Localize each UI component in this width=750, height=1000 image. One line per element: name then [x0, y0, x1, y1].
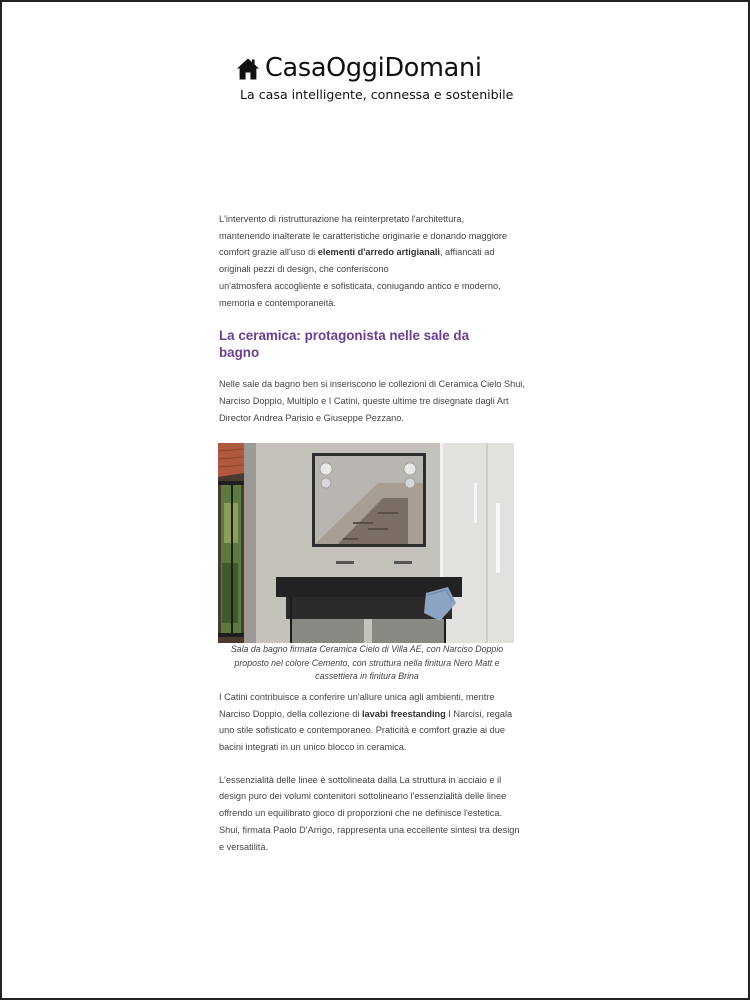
collections-paragraph [219, 376, 525, 426]
heading-line: bagno [219, 345, 260, 361]
intro-paragraph [219, 211, 519, 311]
heading-line: La ceramica: protagonista nelle sale da [219, 328, 470, 344]
text-line: mantenendo inalterate le caratteristiche originarie e donando maggiore [219, 230, 508, 241]
text-line: bacini integrati in un unico blocco in ceramica. [219, 742, 407, 753]
text-line [219, 706, 519, 723]
shui-paragraph [219, 772, 519, 856]
text-line: originali pezzi di design, che conferiscono [219, 264, 389, 275]
article-body [219, 211, 525, 855]
text-line: design puro dei volumi contenitori sottolineano l'essenzialità delle linee [219, 791, 507, 802]
text-line: L'essenzialità delle linee è sottolineata dalla La struttura in acciaio e il [219, 774, 502, 785]
photo-caption [219, 643, 515, 683]
text-line: offrendo un equilibrato gioco di proporzioni che ne definisce l'estetica. [219, 808, 503, 819]
text-line: Nelle sale da bagno ben si inseriscono le collezioni di Ceramica Cielo Shui, [219, 379, 525, 390]
highlight-artisan-furniture: elementi d'arredo artigianali [317, 247, 440, 258]
section-heading [219, 327, 519, 361]
caption-line: cassettiera in finitura Brina [315, 670, 419, 681]
text-line: Shui, firmata Paolo D'Arrigo, rappresenta una eccellente sintesi tra design [219, 824, 520, 835]
catini-paragraph [219, 689, 519, 756]
text-line: Director Andrea Parisio e Giuseppe Pezzano. [219, 412, 404, 423]
highlight-freestanding-basins: lavabi freestanding [362, 708, 446, 719]
text-line [219, 244, 519, 261]
site-logo[interactable] [236, 50, 536, 86]
text-run: , affiancati ad [439, 247, 495, 258]
text-line: memoria e contemporaneità. [219, 297, 336, 308]
text-line: L'intervento di ristrutturazione ha reinterpretato l'architettura, [219, 214, 465, 224]
brand-tagline: La casa intelligente, connessa e sostenibile [240, 87, 514, 102]
text-run: I Narcisi, regala [445, 708, 513, 719]
text-run: comfort grazie all'uso di [219, 247, 318, 258]
text-line: I Catini contribuisce a conferire un'allure unica agli ambienti, mentre [219, 691, 495, 702]
text-line: Narciso Doppio, Multiplo e I Catini, queste ultime tre disegnate dagli Art [219, 395, 509, 406]
house-icon [236, 57, 260, 81]
text-line: e versatilità. [219, 841, 269, 852]
bathroom-photo [218, 443, 514, 643]
caption-line: proposto nel colore Cemento, con struttura nella finitura Nero Matt e [234, 657, 500, 668]
caption-line: Sala da bagno firmata Ceramica Cielo di Villa AE, con Narciso Doppio [230, 644, 504, 655]
brand-name: CasaOggiDomani [265, 53, 482, 83]
text-line: un'atmosfera accogliente e sofisticata, coniugando antico e moderno, [219, 280, 501, 291]
site-header [236, 50, 536, 102]
text-run: Narciso Doppio, della collezione di [219, 708, 362, 719]
text-line: uno stile sofisticato e contemporaneo. Praticità e comfort grazie ai due [219, 725, 505, 736]
